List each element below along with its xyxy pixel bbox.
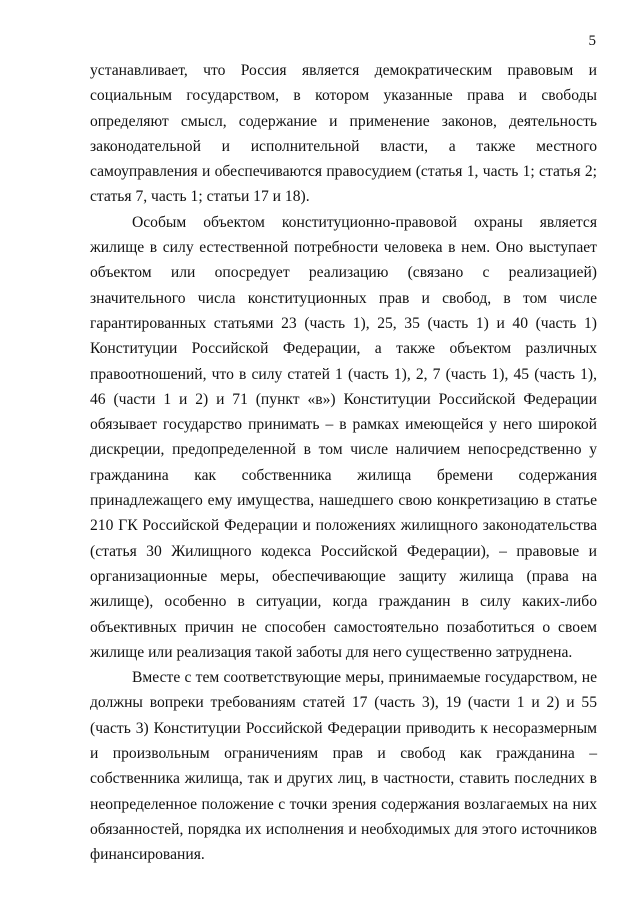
paragraph-proportionality: Вместе с тем соответствующие меры, принимаемые государством, не должны вопреки требованиям статей 17 (часть 3), 19 (части 1 и 2) и 55 (часть 3) Конституции Российской Федерации приводить к несоразмерным и произвольным ограничениям прав и свобод как гражданина – собственника жилища, так и других лиц, в частности, ставить последних в неопределенное положение с точки зрения содержания возлагаемых на них обязанностей, порядка их исполнения и необходимых для этого источников финансирования. xyxy=(90,669,597,864)
paragraph-continuation: устанавливает, что Россия является демократическим правовым и социальным государством, в котором указанные права и свободы определяют смысл, содержание и применение законов, деятельность законодательной и исполнительной власти, а также местного самоуправления и обеспечиваются правосудием (статья 1, часть 1; статья 2; статья 7, часть 1; статьи 17 и 18). xyxy=(90,62,597,206)
page-number: 5 xyxy=(588,33,596,49)
document-body xyxy=(90,58,597,868)
paragraph-housing-protection: Особым объектом конституционно-правовой охраны является жилище в силу естественной потребности человека в нем. Оно выступает объектом или опосредует реализацию (связано с реализацией) значительного числа конституционных прав и свобод, в том числе гарантированных статьями 23 (часть 1), 25, 35 (часть 1) и 40 (часть 1) Конституции Российской Федерации, а также объектом различных правоотношений, что в силу статей 1 (часть 1), 2, 7 (часть 1), 45 (часть 1), 46 (части 1 и 2) и 71 (пункт «в») Конституции Российской Федерации обязывает государство принимать – в рамках имеющейся у него широкой дискреции, предопределенной в том числе наличием непосредственно у гражданина как собственника жилища бремени содержания принадлежащего ему имущества, нашедшего свою конкретизацию в статье 210 ГК Российской Федерации и положениях жилищного законодательства (статья 30 Жилищного кодекса Российской Федерации), – правовые и организационные меры, обеспечивающие защиту жилища (права на жилище), особенно в ситуации, когда гражданин в силу каких-либо объективных причин не способен самостоятельно позаботиться о своем жилище или реализация такой заботы для него существенно затруднена. xyxy=(90,213,597,661)
